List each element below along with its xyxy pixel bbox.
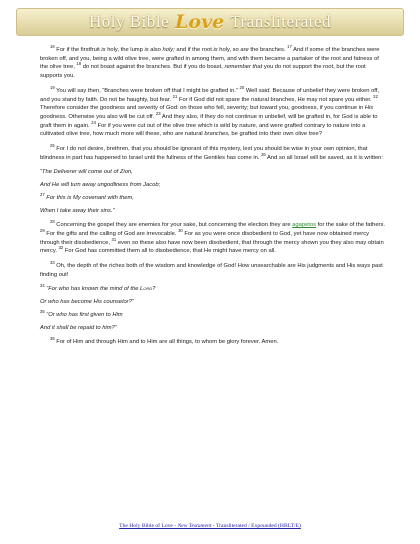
verse-number: 23	[155, 111, 161, 116]
verse-number: 33	[50, 260, 55, 266]
lord-smallcaps: Lord	[140, 286, 153, 293]
footer-link[interactable]: The Holy Bible of Love - New Testament - Transliterated / Expounded (HBLT/E)	[119, 523, 301, 529]
verse-number: 34	[40, 283, 45, 289]
banner-title-right: Transliterated	[230, 12, 332, 31]
verse-number: 32	[58, 245, 64, 251]
verse-number: 25	[50, 143, 55, 149]
paragraph-2: $^{19}$ You will say then, “Branches were broken off that I might be grafted in.” $^{20}$ Well said. Because of unbelief they were broken off, and you stand by faith. Do not be haughty, but fear. $^{21}$ For if God did not spare the natural branches, He may not spare you either. $^{22}$ Therefore consider the goodness and severity of God: on those who fell, severity; but toward you, goodness, if you continue in His goodness. Otherwise you also will be cut off. $^{23}$ And they also, if they do not continue in unbelief, will be grafted in, for God is able to graft them in again. $^{24}$ For if you were cut out of the olive tree which is wild by nature, and were grafted contrary to nature into a cultivated olive tree, how much more will these, who are natural branches, be grafted into their own olive tree?	[40, 84, 380, 138]
verse-number: 22	[373, 93, 378, 99]
quote-line: Or who has become His counselor?”	[40, 299, 134, 306]
verse-number: 19	[50, 84, 55, 90]
paragraph-3: $^{25}$ For I do not desire, brethren, that you should be ignorant of this mystery, lest you should be wise in your own opinion, that blindness in part has happened to Israel until the fullness of the Gentiles has come in. $^{26}$ And so all Israel will be saved, as it is written:	[40, 143, 384, 161]
verse-number: 36	[50, 336, 55, 342]
verse-number: 20	[239, 84, 245, 90]
verse-number: 35	[40, 308, 45, 314]
quote-line: “The Deliverer will come out of Zion,	[40, 169, 133, 176]
quote-line: And He will turn away ungodliness from Jacob;	[40, 182, 161, 189]
verse-number: 26	[261, 151, 266, 157]
quote-line: $^{27}$ For this is My covenant with them,	[40, 191, 134, 201]
quote-line: $^{35}$ “Or who has first given to Him	[40, 308, 123, 318]
paragraph-4: $^{28}$ Concerning the gospel they are enemies for your sake, but concerning the election they are agapetos for the sake of the fathers. $^{29}$ For the gifts and the calling of God are irrevocable. $^{30}$ For as you were once disobedient to God, yet have now obtained mercy through their disobedience, $^{31}$ even so these also have now been disobedient, that through the mercy shown you they also may obtain mercy. $^{32}$ For God has committed them all to disobedience, that He might have mercy on all.	[40, 219, 385, 255]
verse-number: 18	[76, 61, 82, 67]
quote-line: $^{34}$ “For who has known the mind of the Lord?	[40, 283, 156, 293]
verse-number: 30	[178, 228, 183, 234]
verse-number: 17	[287, 44, 292, 50]
banner-title-left: Holy Bible	[88, 12, 170, 31]
paragraph-1: $^{16}$ For if the firstfruit is holy, the lump is also holy; and if the root is holy, so are the branches. $^{17}$ And if some of the branches were broken off, and you, being a wild olive tree, were grafted in among them, and with them became a partaker of the root and fatness of the olive tree, $^{18}$ do not boast against the branches. But if you do boast, remember that you do not support the root, but the root supports you.	[40, 44, 380, 80]
verse-number: 29	[40, 228, 45, 234]
verse-number: 21	[172, 93, 178, 99]
header-banner	[16, 8, 404, 36]
verse-number: 27	[40, 191, 45, 197]
quote-line: When I take away their sins.”	[40, 207, 115, 214]
chapter-text	[40, 46, 388, 353]
agapetos-link[interactable]: agapetos	[292, 222, 317, 229]
paragraph-5: $^{33}$ Oh, the depth of the riches both of the wisdom and knowledge of God! How unsearchable are His judgments and His ways past finding out!	[40, 260, 383, 278]
verse-number: 28	[50, 219, 55, 225]
banner-title-love: Love	[175, 11, 225, 33]
paragraph-6: $^{36}$ For of Him and through Him and to Him are all things, to whom be glory forever. Amen.	[50, 336, 279, 346]
page-footer	[0, 523, 420, 529]
verse-number: 24	[91, 119, 96, 125]
verse-number: 31	[111, 236, 117, 242]
verse-number: 16	[50, 44, 55, 50]
quote-line: And it shall be repaid to him?”	[40, 324, 117, 331]
